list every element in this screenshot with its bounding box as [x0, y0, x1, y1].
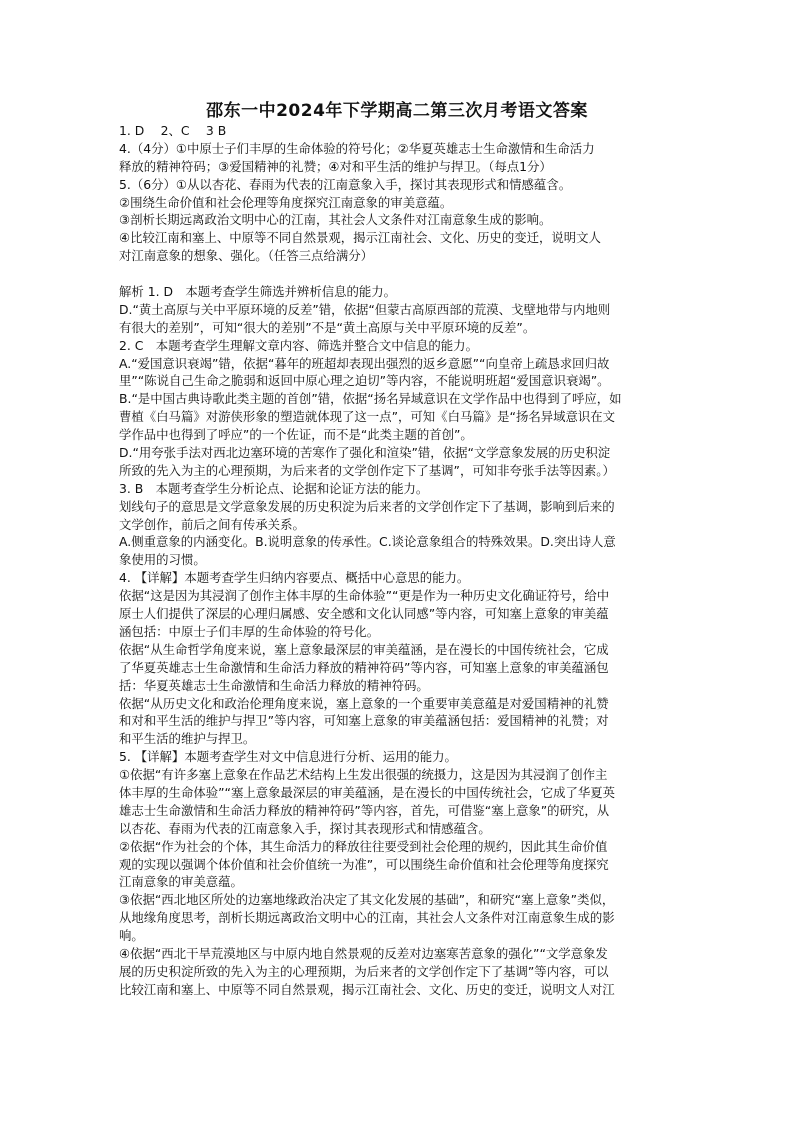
- text-line: 响。: [119, 928, 144, 944]
- text-line: 5.（6分）①从以杏花、春雨为代表的江南意象入手，探讨其表现形式和情感蕴含。: [119, 176, 572, 192]
- text-line: 释放的精神符码；③爱国精神的礼赞；④对和平生活的维护与捍卫。（每点1分）: [119, 158, 552, 174]
- text-line: 展的历史积淀所致的先入为主的心理预期，为后来者的文学创作定下了基调”等内容，可以: [119, 963, 609, 979]
- text-line: 比较江南和塞上、中原等不同自然景观，揭示江南社会、文化、历史的变迁，说明文人对江: [119, 981, 615, 997]
- text-line: 涵包括：中原士子们丰厚的生命体验的符号化。: [119, 623, 380, 639]
- text-line: 划线句子的意思是文学意象发展的历史积淀为后来者的文学创作定下了基调，影响到后来的: [119, 498, 615, 514]
- text-line: 里”“陈说自己生命之脆弱和返回中原心理之迫切”等内容，不能说明班超“爱国意识衰竭”。: [119, 373, 610, 389]
- text-line: 文学创作，前后之间有传承关系。: [119, 516, 305, 532]
- text-line: 和平生活的维护与捍卫。: [119, 731, 256, 747]
- text-line: 江南意象的审美意蕴。: [119, 874, 243, 890]
- text-line: 3. B 本题考查学生分析论点、论据和论证方法的能力。: [119, 480, 429, 496]
- blank-line: [119, 265, 679, 283]
- text-line: ④依据“西北干旱荒漠地区与中原内地自然景观的反差对边塞寒苦意象的强化”“文学意象发: [119, 945, 608, 961]
- text-line: 原士人们提供了深层的心理归属感、安全感和文化认同感”等内容，可知塞上意象的审美蕴: [119, 606, 609, 622]
- text-line: 象使用的习惯。: [119, 552, 206, 568]
- text-line: 1. D 2、C 3 B: [119, 123, 227, 138]
- text-line: 2. C 本题考查学生理解文章内容、筛选并整合文中信息的能力。: [119, 337, 478, 353]
- text-line: 对江南意象的想象、强化。（任答三点给满分）: [119, 248, 374, 264]
- text-line: D.“黄土高原与关中平原环境的反差”错，依据“但蒙古高原西部的荒漠、戈壁地带与内地则: [119, 301, 611, 317]
- text-line: 从地缘角度思考，剖析长期远离政治文明中心的江南，其社会人文条件对江南意象生成的影: [119, 910, 615, 926]
- text-line: 依据“从历史文化和政治伦理角度来说，塞上意象的一个重要审美意蕴是对爱国精神的礼赞: [119, 695, 609, 711]
- text-line: ②依据“作为社会的个体，其生命活力的释放往往要受到社会伦理的规约，因此其生命价值: [119, 838, 608, 854]
- text-line: 依据“从生命哲学角度来说，塞上意象最深层的审美蕴涵，是在漫长的中国传统社会，它成: [119, 641, 609, 657]
- document-title: 邵东一中2024年下学期高二第三次月考语文答案: [206, 101, 588, 121]
- text-line: ③剖析长期远离政治文明中心的江南，其社会人文条件对江南意象生成的影响。: [119, 212, 552, 228]
- text-line: 4.（4分）①中原士子们丰厚的生命体验的符号化；②华夏英雄志士生命激情和生命活力: [119, 140, 595, 156]
- text-line: A.侧重意象的内涵变化。B.说明意象的传承性。C.谈论意象组合的特殊效果。D.突出诗人意: [119, 534, 616, 550]
- text-line: 所致的先入为主的心理预期，为后来者的文学创作定下了基调”，可知非夸张手法等因素。）: [119, 462, 615, 478]
- text-line: ④比较江南和塞上、中原等不同自然景观，揭示江南社会、文化、历史的变迁，说明文人: [119, 230, 601, 246]
- text-line: 学作品中也得到了呼应”的一个佐证，而不是“此类主题的首创”。: [119, 427, 473, 443]
- text-line: 括：华夏英雄志士生命激情和生命活力释放的精神符码。: [119, 677, 429, 693]
- answer-body: [119, 122, 679, 999]
- text-line: 4. 【详解】本题考查学生归纳内容要点、概括中心意思的能力。: [119, 570, 470, 586]
- text-line: 观的实现以强调个体价值和社会价值统一为准”，可以围绕生命价值和社会伦理等角度探究: [119, 856, 609, 872]
- text-line: 解析 1. D 本题考查学生筛选并辨析信息的能力。: [119, 284, 397, 300]
- text-line: D.“用夸张手法对西北边塞环境的苦寒作了强化和渲染”错，依据“文学意象发展的历史积淀: [119, 445, 611, 461]
- text-line: ①依据“有许多塞上意象在作品艺术结构上生发出很强的统摄力，这是因为其浸润了创作主: [119, 767, 608, 783]
- text-line: 雄志士生命激情和生命活力释放的精神符码”等内容，首先，可借鉴“塞上意象”的研究，从: [119, 802, 610, 818]
- text-line: 依据“这是因为其浸润了创作主体丰厚的生命体验”“更是作为一种历史文化确证符号，给中: [119, 588, 610, 604]
- text-line: 曹植《白马篇》对游侠形象的塑造就体现了这一点”，可知《白马篇》是“扬名异域意识在文: [119, 409, 616, 425]
- text-line: A.“爱国意识衰竭”错，依据“暮年的班超却表现出强烈的返乡意愿”“向皇帝上疏恳求回归故: [119, 355, 610, 371]
- text-line: 以杏花、春雨为代表的江南意象入手，探讨其表现形式和情感蕴含。: [119, 820, 491, 836]
- text-line: B.“是中国古典诗歌此类主题的首创”错，依据“扬名异域意识在文学作品中也得到了呼应，如: [119, 391, 622, 407]
- text-line: 有很大的差别”，可知“很大的差别”不是“黄土高原与关中平原环境的反差”。: [119, 319, 536, 335]
- text-line: 了华夏英雄志士生命激情和生命活力释放的精神符码”等内容，可知塞上意象的审美蕴涵包: [119, 659, 609, 675]
- text-line: 5. 【详解】本题考查学生对文中信息进行分析、运用的能力。: [119, 749, 457, 765]
- text-line: 和对和平生活的维护与捍卫”等内容，可知塞上意象的审美蕴涵包括：爱国精神的礼赞；对: [119, 713, 609, 729]
- text-line: 体丰厚的生命体验”“塞上意象最深层的审美蕴涵，是在漫长的中国传统社会，它成了华夏英: [119, 784, 616, 800]
- text-line: ③依据“西北地区所处的边塞地缘政治决定了其文化发展的基础”，和研究“塞上意象”类似，: [119, 892, 615, 908]
- text-line: ②围绕生命价值和社会伦理等角度探究江南意象的审美意蕴。: [119, 194, 453, 210]
